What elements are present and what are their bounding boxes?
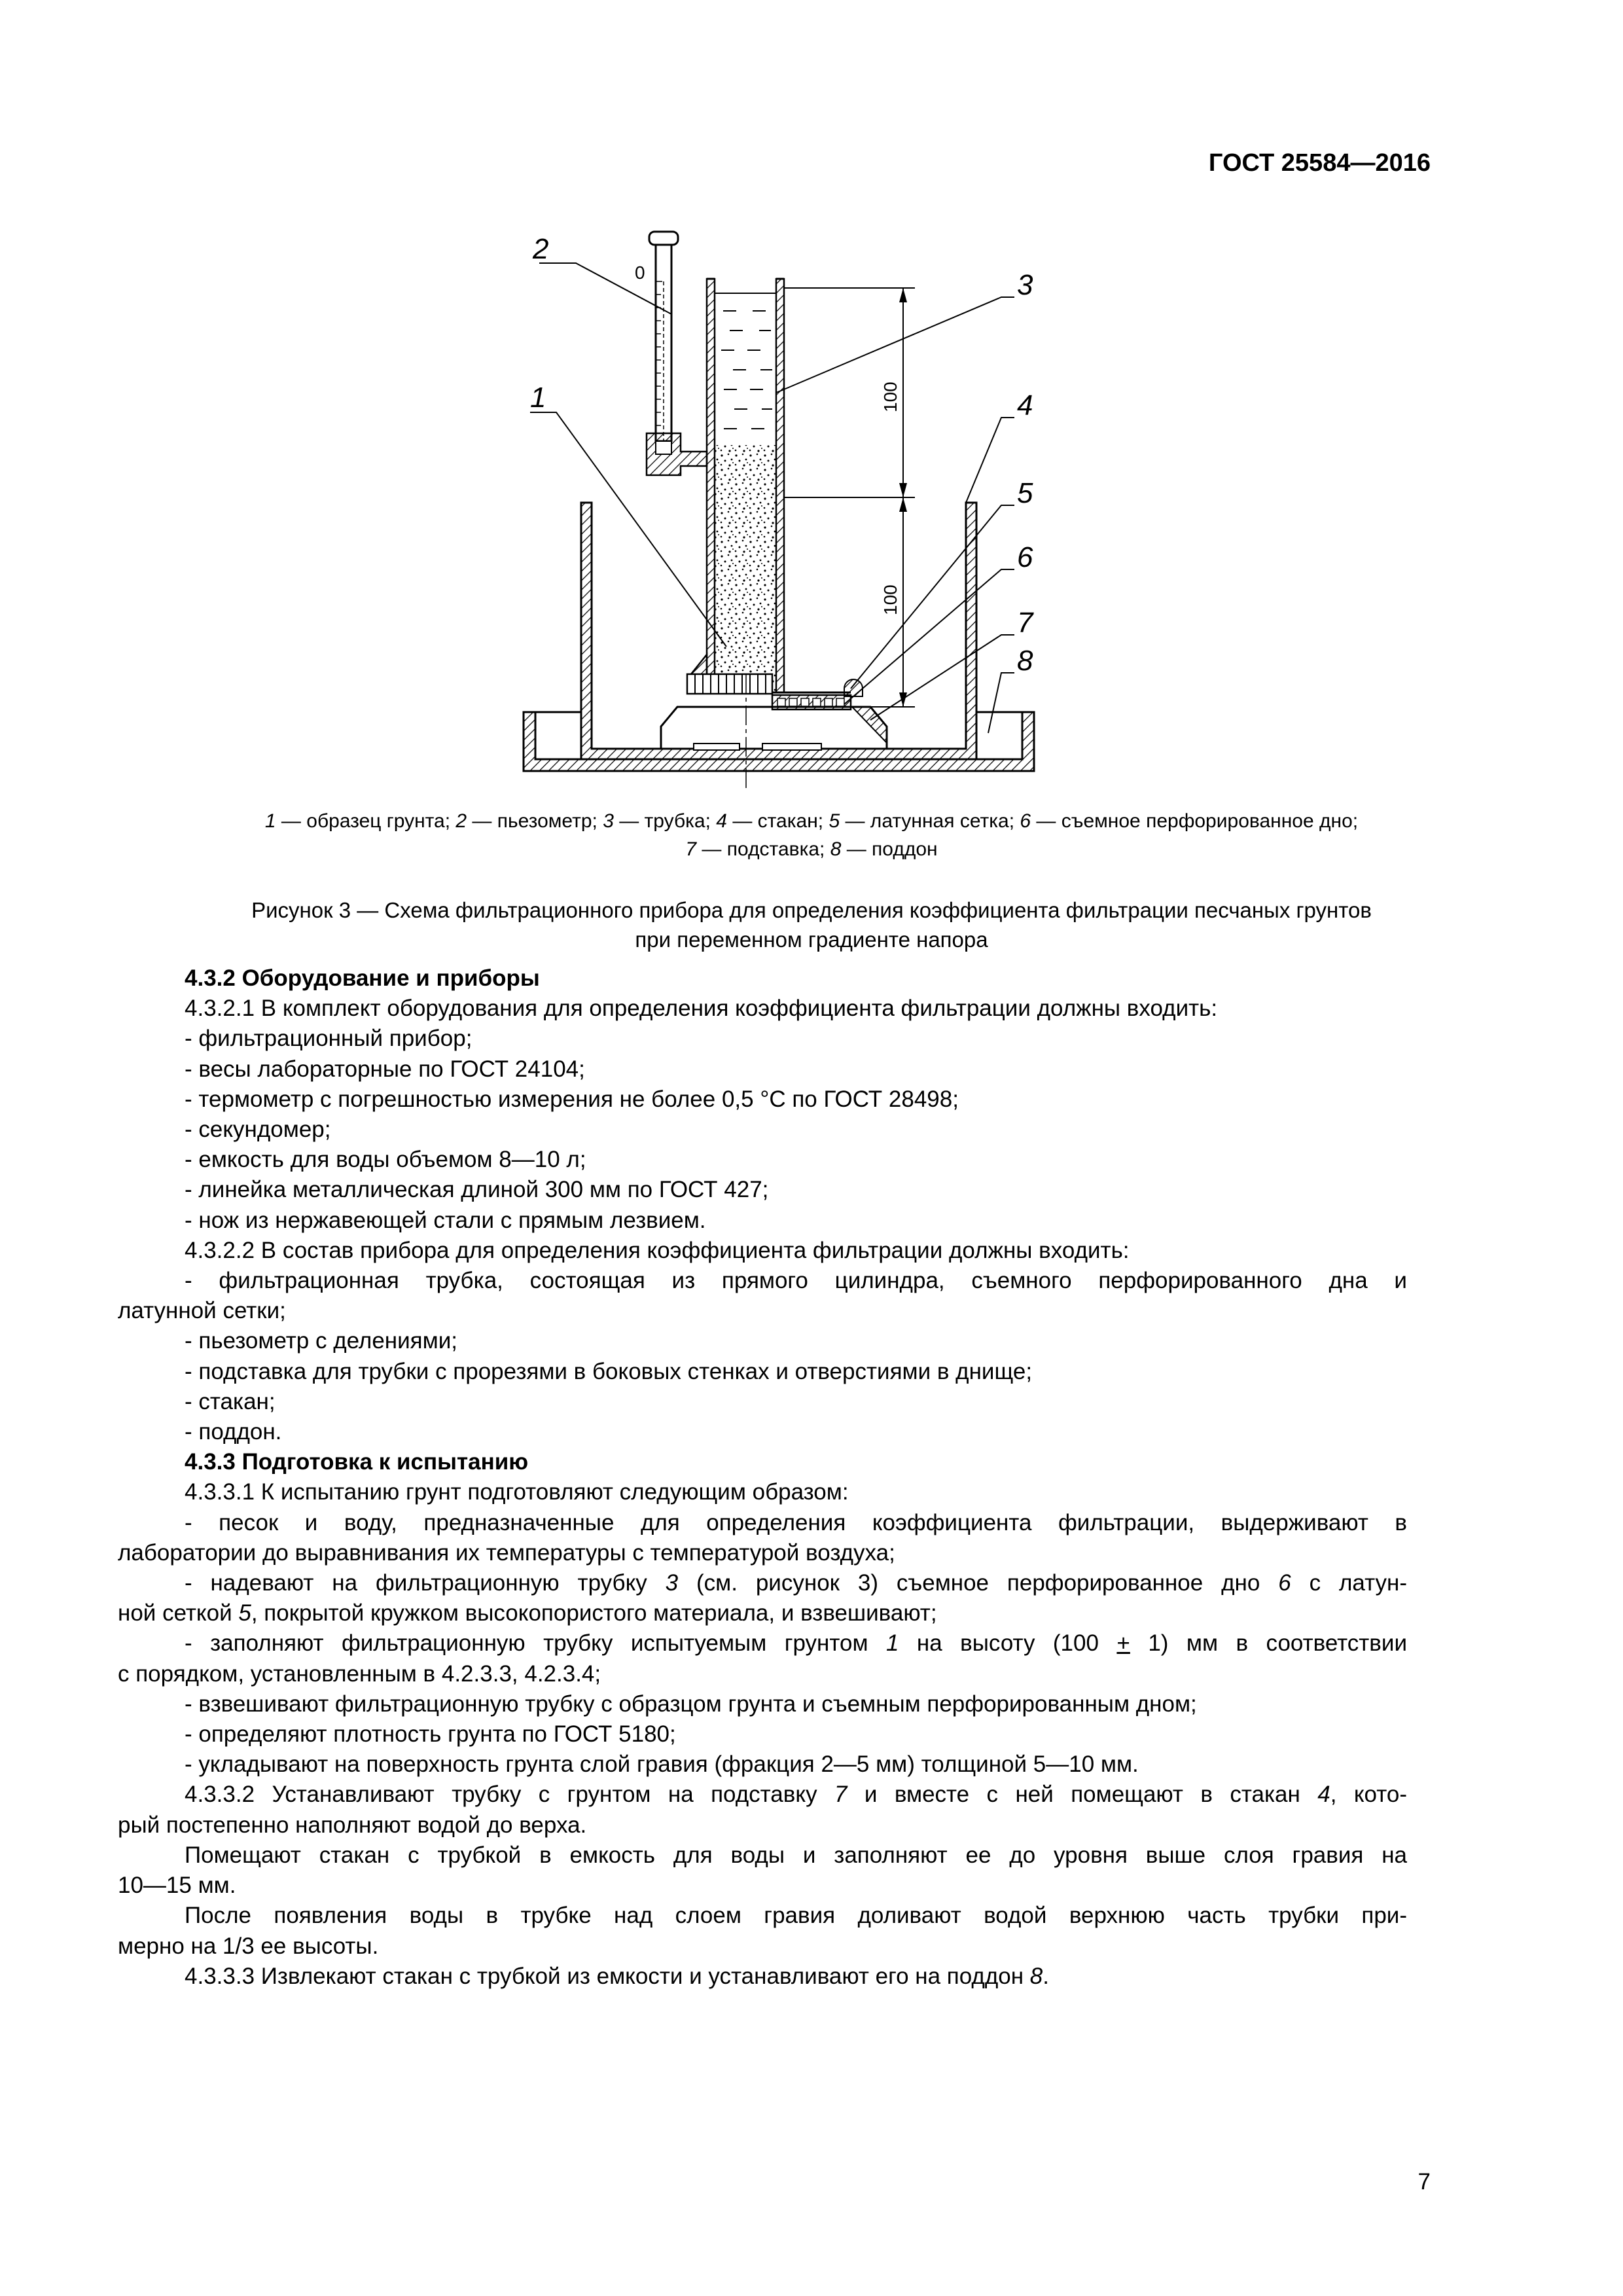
list-item: - поддон.: [185, 1419, 282, 1445]
paragraph-4-3-2-1: 4.3.2.1 В комплект оборудования для определения коэффициента фильтрации должны входить:: [185, 996, 1218, 1022]
page-number: 7: [1418, 2169, 1431, 2195]
paragraph-4-3-2-2: 4.3.2.2 В состав прибора для определения коэффициента фильтрации должны входить:: [185, 1237, 1130, 1263]
paragraph-4-3-3-2: 4.3.3.2 Устанавливают трубку с грунтом на подставку 7 и вместе с ней помещают в стакан 4, кото-: [185, 1782, 1408, 1808]
legend-line-1: 1 — образец грунта; 2 — пьезометр; 3 — трубка; 4 — стакан; 5 — латунная сетка; 6 — съемное перфорированное дно;: [264, 810, 1359, 832]
callout-1: 1: [530, 382, 546, 414]
figure-3-diagram: [504, 223, 1054, 798]
list-item: - заполняют фильтрационную трубку испытуемым грунтом 1 на высоту (100 + 1) мм в соответствии: [185, 1630, 1407, 1657]
callout-3: 3: [1017, 269, 1033, 301]
list-item: - фильтрационная трубка, состоящая из прямого цилиндра, съемного перфорированного дна и: [185, 1268, 1407, 1294]
callout-6: 6: [1017, 541, 1033, 573]
paragraph: Помещают стакан с трубкой в емкость для воды и заполняют ее до уровня выше слоя гравия на: [185, 1842, 1407, 1868]
tube-wall-right: [776, 279, 784, 692]
soil-sample: [715, 445, 776, 692]
list-item: - стакан;: [185, 1388, 276, 1414]
list-item: - пьезометр с делениями;: [185, 1328, 457, 1354]
paragraph-4-3-3-3: 4.3.3.3 Извлекают стакан с трубкой из емкости и устанавливают его на поддон 8.: [185, 1963, 1049, 1989]
paragraph-continuation: мерно на 1/3 ее высоты.: [118, 1933, 379, 1959]
callout-7: 7: [1017, 607, 1033, 639]
list-item: - термометр с погрешностью измерения не более 0,5 °С по ГОСТ 28498;: [185, 1086, 959, 1112]
list-item: - линейка металлическая длиной 300 мм по ГОСТ 427;: [185, 1177, 769, 1203]
list-item-continuation: латунной сетки;: [118, 1298, 286, 1324]
paragraph-continuation: рый постепенно наполняют водой до верха.: [118, 1812, 587, 1838]
list-item: - нож из нержавеющей стали с прямым лезвием.: [185, 1207, 706, 1233]
list-item-continuation: с порядком, установленным в 4.2.3.3, 4.2.3.4;: [118, 1660, 601, 1687]
dimension-upper: 100: [880, 382, 901, 412]
legend-line-2: 7 — подставка; 8 — поддон: [685, 838, 938, 860]
main-text: [118, 963, 1407, 1992]
figure-legend: [118, 807, 1505, 863]
paragraph: После появления воды в трубке над слоем гравия доливают водой верхнюю часть трубки при-: [185, 1903, 1407, 1929]
list-item: - фильтрационный прибор;: [185, 1026, 473, 1052]
tube-wall-left: [707, 279, 715, 692]
list-item: - песок и воду, предназначенные для определения коэффициента фильтрации, выдерживают в: [185, 1509, 1407, 1535]
list-item-continuation: лаборатории до выравнивания их температуры с температурой воздуха;: [118, 1539, 895, 1566]
document-header: ГОСТ 25584—2016: [1208, 149, 1431, 177]
stand: [661, 707, 887, 749]
section-heading-4-3-3: 4.3.3 Подготовка к испытанию: [185, 1449, 529, 1475]
callout-8: 8: [1017, 645, 1033, 677]
dimension-lower: 100: [880, 584, 901, 615]
callout-2: 2: [533, 233, 549, 265]
list-item: - весы лабораторные по ГОСТ 24104;: [185, 1056, 585, 1082]
list-item: - подставка для трубки с прорезями в боковых стенках и отверстиями в днище;: [185, 1358, 1033, 1384]
section-heading-4-3-2: 4.3.2 Оборудование и приборы: [185, 965, 540, 991]
callout-4: 4: [1017, 389, 1033, 422]
paragraph-4-3-3-1: 4.3.3.1 К испытанию грунт подготовляют следующим образом:: [185, 1479, 849, 1505]
list-item-continuation: ной сеткой 5, покрытой кружком высокопористого материала, и взвешивают;: [118, 1600, 937, 1626]
list-item: - емкость для воды объемом 8—10 л;: [185, 1147, 586, 1173]
piezometer-cap: [649, 232, 678, 245]
list-item: - взвешивают фильтрационную трубку с образцом грунта и съемным перфорированным дном;: [185, 1691, 1197, 1717]
callout-5: 5: [1017, 477, 1033, 509]
paragraph-continuation: 10—15 мм.: [118, 1873, 236, 1899]
piezometer-zero: 0: [635, 262, 645, 283]
list-item: - укладывают на поверхность грунта слой гравия (фракция 2—5 мм) толщиной 5—10 мм.: [185, 1751, 1139, 1778]
list-item: - определяют плотность грунта по ГОСТ 5180;: [185, 1721, 676, 1748]
list-item: - надевают на фильтрационную трубку 3 (см. рисунок 3) съемное перфорированное дно 6 с латун-: [185, 1570, 1407, 1596]
figure-caption: Рисунок 3 — Схема фильтрационного прибора для определения коэффициента фильтрации песчаных грунтов при переменном градиенте напора: [251, 898, 1372, 952]
list-item: - секундомер;: [185, 1117, 331, 1143]
